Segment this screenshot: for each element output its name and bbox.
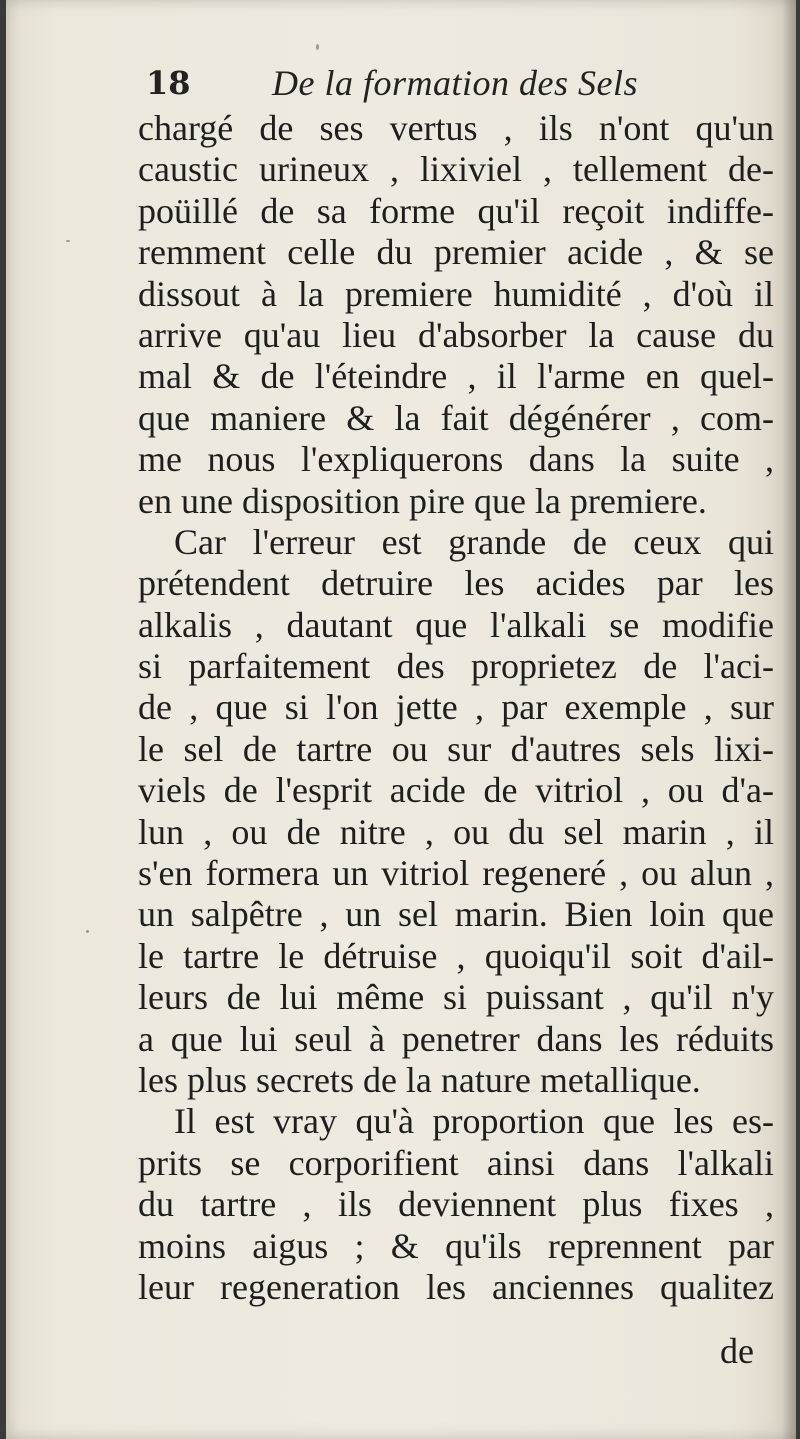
text-line: leur regeneration les anciennes qualitez: [138, 1266, 774, 1307]
text-line: moins aigus ; & qu'ils reprennent par: [138, 1225, 774, 1266]
paper-speck: [316, 44, 319, 50]
page-number: 18: [146, 64, 191, 102]
text-line: que maniere & la fait dégénérer , com-: [138, 397, 774, 438]
running-head: [144, 62, 784, 106]
text-line: le tartre le détruise , quoiqu'il soit d'ail-: [138, 935, 774, 976]
text-line: remment celle du premier acide , & se: [138, 232, 774, 273]
text-line: Car l'erreur est grande de ceux qui: [174, 521, 774, 562]
text-line: en une disposition pire que la premiere.: [138, 480, 707, 521]
text-line: me nous l'expliquerons dans la suite ,: [138, 439, 774, 480]
text-line: prétendent detruire les acides par les: [138, 563, 774, 604]
paper-speck: [86, 930, 89, 933]
text-line: de , que si l'on jette , par exemple , sur: [138, 687, 774, 728]
catchword: de: [720, 1331, 754, 1371]
text-line: a que lui seul à penetrer dans les réduits: [138, 1018, 774, 1059]
running-head-title: De la formation des Sels: [272, 63, 638, 103]
text-line: viels de l'esprit acide de vitriol , ou d'a-: [138, 770, 774, 811]
text-line: du tartre , ils deviennent plus fixes ,: [138, 1184, 774, 1225]
book-page: [6, 0, 796, 1439]
text-line: mal & de l'éteindre , il l'arme en quel-: [138, 356, 774, 397]
text-line: lun , ou de nitre , ou du sel marin , il: [138, 811, 774, 852]
text-line: les plus secrets de la nature metallique.: [138, 1059, 701, 1100]
text-line: un salpêtre , un sel marin. Bien loin que: [138, 894, 774, 935]
text-line: alkalis , dautant que l'alkali se modifie: [138, 604, 774, 645]
text-line: caustic urineux , lixiviel , tellement de-: [138, 149, 774, 190]
text-line: s'en formera un vitriol regeneré , ou alun ,: [138, 853, 774, 894]
paper-speck: [66, 240, 70, 242]
text-line: leurs de lui même si puissant , qu'il n'y: [138, 977, 774, 1018]
text-line: arrive qu'au lieu d'absorber la cause du: [138, 314, 774, 355]
text-line: le sel de tartre ou sur d'autres sels lixi-: [138, 728, 774, 769]
text-line: Il est vray qu'à proportion que les es-: [174, 1101, 774, 1142]
text-line: dissout à la premiere humidité , d'où il: [138, 273, 774, 314]
body-text: [138, 108, 774, 1308]
text-line: chargé de ses vertus , ils n'ont qu'un: [138, 108, 774, 148]
text-line: si parfaitement des proprietez de l'aci-: [138, 646, 774, 687]
page-edge-shadow: [782, 0, 796, 1439]
text-line: poüillé de sa forme qu'il reçoit indiffe-: [138, 190, 774, 231]
text-line: prits se corporifient ainsi dans l'alkali: [138, 1142, 774, 1183]
